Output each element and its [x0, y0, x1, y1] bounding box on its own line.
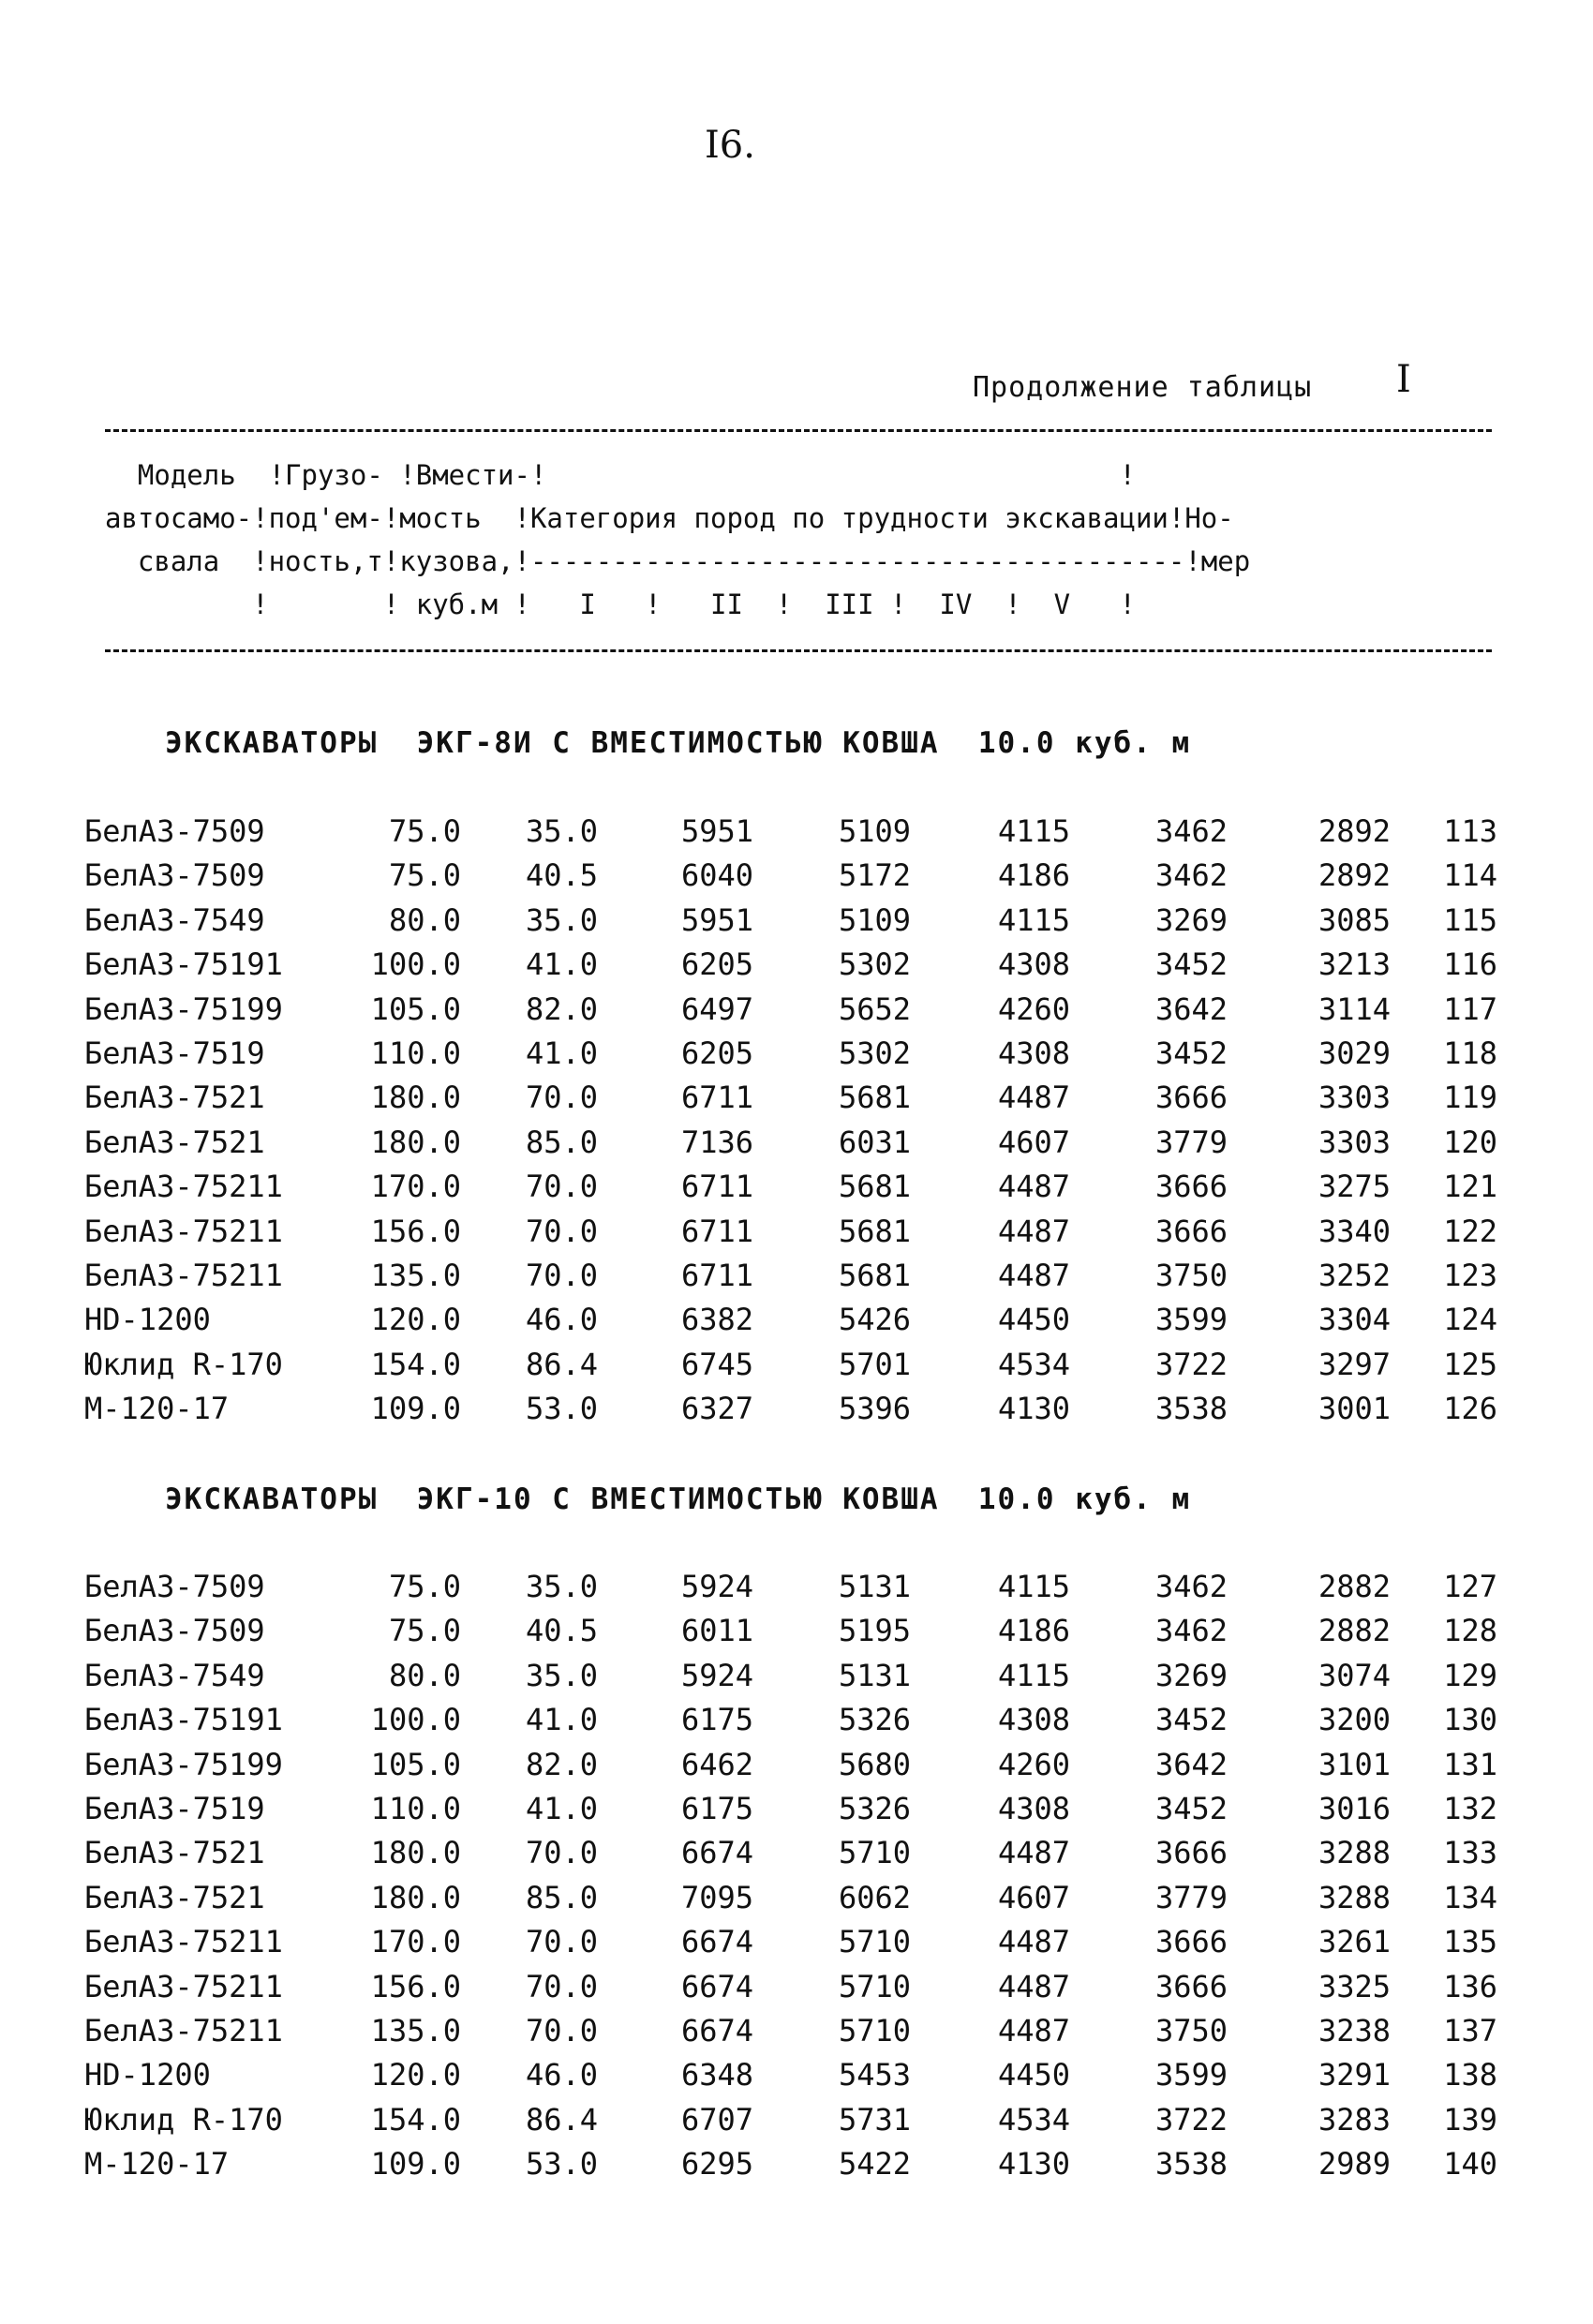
cell-category-i: 6711 — [680, 1213, 753, 1249]
cell-capacity: 170.0 — [370, 1924, 461, 1960]
cell-category-iii: 4260 — [997, 991, 1070, 1027]
cell-category-iv: 3462 — [1154, 1613, 1228, 1649]
cell-category-iv: 3538 — [1154, 1391, 1228, 1427]
table-number: I — [1396, 358, 1411, 401]
cell-category-ii: 5710 — [838, 1835, 911, 1871]
cell-category-ii: 5109 — [838, 813, 911, 849]
cell-body-volume: 86.4 — [525, 2101, 598, 2138]
table-row — [0, 2057, 1593, 2101]
cell-body-volume: 46.0 — [525, 2057, 598, 2093]
cell-category-v: 3101 — [1318, 1746, 1391, 1782]
cell-body-volume: 70.0 — [525, 2013, 598, 2048]
cell-category-iv: 3779 — [1154, 1879, 1228, 1915]
cell-category-ii: 6062 — [838, 1879, 911, 1915]
cell-category-v: 2989 — [1318, 2146, 1391, 2182]
cell-model: БелАЗ-75211 — [84, 1968, 283, 2004]
table-row — [0, 1125, 1593, 1169]
cell-row-number: 135 — [1443, 1924, 1497, 1960]
cell-category-ii: 5396 — [838, 1391, 911, 1427]
cell-category-i: 6711 — [680, 1169, 753, 1205]
cell-model: М-120-17 — [84, 2146, 230, 2182]
cell-body-volume: 70.0 — [525, 1080, 598, 1116]
cell-category-ii: 5710 — [838, 1968, 911, 2004]
cell-capacity: 180.0 — [370, 1080, 461, 1116]
cell-model: БелАЗ-75199 — [84, 991, 283, 1027]
cell-category-iii: 4186 — [997, 1613, 1070, 1649]
cell-model: БелАЗ-75211 — [84, 1924, 283, 1960]
cell-category-iv: 3452 — [1154, 1791, 1228, 1826]
cell-capacity: 105.0 — [370, 1746, 461, 1782]
table-row — [0, 857, 1593, 901]
cell-model: БелАЗ-75211 — [84, 1213, 283, 1249]
cell-model: HD-1200 — [84, 2057, 211, 2093]
table-row — [0, 1347, 1593, 1391]
cell-category-iv: 3666 — [1154, 1924, 1228, 1960]
cell-capacity: 75.0 — [388, 1613, 461, 1649]
cell-capacity: 120.0 — [370, 2057, 461, 2093]
cell-category-v: 3029 — [1318, 1035, 1391, 1071]
cell-capacity: 120.0 — [370, 1302, 461, 1338]
table-row — [0, 1924, 1593, 1968]
cell-category-i: 6674 — [680, 1835, 753, 1871]
cell-category-iv: 3599 — [1154, 1302, 1228, 1338]
cell-category-i: 6707 — [680, 2101, 753, 2138]
cell-capacity: 135.0 — [370, 2013, 461, 2048]
cell-category-iii: 4487 — [997, 1213, 1070, 1249]
cell-category-v: 3261 — [1318, 1924, 1391, 1960]
cell-category-iv: 3666 — [1154, 1968, 1228, 2004]
cell-category-iv: 3462 — [1154, 813, 1228, 849]
cell-capacity: 110.0 — [370, 1035, 461, 1071]
cell-model: БелАЗ-7521 — [84, 1835, 265, 1871]
cell-row-number: 137 — [1443, 2013, 1497, 2048]
cell-category-iv: 3722 — [1154, 2101, 1228, 2138]
cell-category-iii: 4308 — [997, 1035, 1070, 1071]
cell-category-i: 6175 — [680, 1702, 753, 1738]
cell-category-iv: 3666 — [1154, 1213, 1228, 1249]
cell-model: БелАЗ-75211 — [84, 1258, 283, 1293]
cell-body-volume: 85.0 — [525, 1124, 598, 1160]
cell-row-number: 139 — [1443, 2101, 1497, 2138]
cell-category-iv: 3750 — [1154, 1258, 1228, 1293]
cell-category-ii: 5710 — [838, 1924, 911, 1960]
cell-category-v: 3291 — [1318, 2057, 1391, 2093]
cell-category-iii: 4450 — [997, 1302, 1070, 1338]
cell-category-i: 6382 — [680, 1302, 753, 1338]
cell-capacity: 110.0 — [370, 1791, 461, 1826]
cell-category-iii: 4115 — [997, 1569, 1070, 1604]
cell-category-iv: 3666 — [1154, 1169, 1228, 1205]
cell-category-iv: 3538 — [1154, 2146, 1228, 2182]
cell-category-iv: 3269 — [1154, 1657, 1228, 1693]
cell-row-number: 131 — [1443, 1746, 1497, 1782]
cell-row-number: 113 — [1443, 813, 1497, 849]
cell-category-v: 2892 — [1318, 857, 1391, 894]
cell-capacity: 135.0 — [370, 1258, 461, 1293]
cell-category-i: 5951 — [680, 901, 753, 938]
cell-category-i: 5951 — [680, 813, 753, 849]
cell-model: БелАЗ-75191 — [84, 1702, 283, 1738]
cell-category-i: 6674 — [680, 2013, 753, 2048]
cell-category-i: 7095 — [680, 1879, 753, 1915]
cell-model: БелАЗ-7509 — [84, 1569, 265, 1604]
table-row — [0, 2146, 1593, 2190]
cell-category-ii: 6031 — [838, 1124, 911, 1160]
cell-capacity: 105.0 — [370, 991, 461, 1027]
cell-category-v: 3325 — [1318, 1968, 1391, 2004]
cell-category-v: 2892 — [1318, 813, 1391, 849]
cell-model: БелАЗ-7521 — [84, 1124, 265, 1160]
cell-category-i: 6497 — [680, 991, 753, 1027]
cell-category-ii: 5326 — [838, 1791, 911, 1826]
table-row — [0, 2013, 1593, 2057]
cell-category-iii: 4308 — [997, 946, 1070, 983]
cell-row-number: 121 — [1443, 1169, 1497, 1205]
cell-capacity: 180.0 — [370, 1124, 461, 1160]
cell-capacity: 75.0 — [388, 813, 461, 849]
cell-category-iii: 4186 — [997, 857, 1070, 894]
cell-category-i: 6295 — [680, 2146, 753, 2182]
cell-body-volume: 41.0 — [525, 1702, 598, 1738]
cell-category-v: 2882 — [1318, 1569, 1391, 1604]
table-row — [0, 1080, 1593, 1124]
table-header — [105, 459, 1492, 637]
cell-category-iii: 4487 — [997, 2013, 1070, 2048]
cell-body-volume: 70.0 — [525, 1968, 598, 2004]
cell-category-iii: 4607 — [997, 1879, 1070, 1915]
cell-capacity: 180.0 — [370, 1835, 461, 1871]
cell-category-v: 3200 — [1318, 1702, 1391, 1738]
table-row — [0, 1258, 1593, 1302]
cell-body-volume: 46.0 — [525, 1302, 598, 1338]
header-line-1: Модель !Грузо- !Вмести-! ! — [105, 459, 1136, 491]
cell-category-v: 3085 — [1318, 901, 1391, 938]
table-row — [0, 1880, 1593, 1924]
cell-category-v: 3074 — [1318, 1657, 1391, 1693]
table-row — [0, 1169, 1593, 1213]
cell-row-number: 119 — [1443, 1080, 1497, 1116]
cell-category-iii: 4450 — [997, 2057, 1070, 2093]
cell-body-volume: 41.0 — [525, 946, 598, 983]
cell-category-ii: 5701 — [838, 1346, 911, 1382]
cell-category-v: 3303 — [1318, 1080, 1391, 1116]
cell-category-ii: 5453 — [838, 2057, 911, 2093]
cell-category-i: 5924 — [680, 1657, 753, 1693]
cell-category-ii: 5195 — [838, 1613, 911, 1649]
cell-category-v: 3114 — [1318, 991, 1391, 1027]
cell-body-volume: 40.5 — [525, 857, 598, 894]
cell-row-number: 136 — [1443, 1968, 1497, 2004]
cell-body-volume: 82.0 — [525, 1746, 598, 1782]
cell-category-v: 3288 — [1318, 1835, 1391, 1871]
cell-category-i: 6348 — [680, 2057, 753, 2093]
cell-category-v: 3275 — [1318, 1169, 1391, 1205]
cell-category-v: 3238 — [1318, 2013, 1391, 2048]
cell-category-ii: 5131 — [838, 1569, 911, 1604]
cell-body-volume: 86.4 — [525, 1346, 598, 1382]
cell-body-volume: 35.0 — [525, 813, 598, 849]
header-line-2: автосамо-!под'ем-!мость !Категория пород по трудности экскавации!Но- — [105, 502, 1234, 534]
cell-category-ii: 5681 — [838, 1169, 911, 1205]
cell-category-iv: 3750 — [1154, 2013, 1228, 2048]
cell-category-iii: 4487 — [997, 1968, 1070, 2004]
cell-category-iii: 4487 — [997, 1080, 1070, 1116]
cell-model: БелАЗ-7519 — [84, 1791, 265, 1826]
cell-category-iv: 3452 — [1154, 946, 1228, 983]
cell-category-i: 6745 — [680, 1346, 753, 1382]
cell-category-ii: 5302 — [838, 1035, 911, 1071]
cell-category-iii: 4487 — [997, 1258, 1070, 1293]
cell-category-iii: 4130 — [997, 2146, 1070, 2182]
cell-body-volume: 53.0 — [525, 1391, 598, 1427]
header-line-3: свала !ность,т!кузова,!----------------------------------------!мер — [105, 545, 1251, 577]
cell-capacity: 154.0 — [370, 1346, 461, 1382]
cell-model: М-120-17 — [84, 1391, 230, 1427]
cell-category-iv: 3462 — [1154, 857, 1228, 894]
cell-category-ii: 5302 — [838, 946, 911, 983]
cell-body-volume: 41.0 — [525, 1035, 598, 1071]
table-row — [0, 1214, 1593, 1258]
cell-row-number: 129 — [1443, 1657, 1497, 1693]
cell-model: БелАЗ-7509 — [84, 1613, 265, 1649]
cell-model: БелАЗ-75191 — [84, 946, 283, 983]
table-row — [0, 1569, 1593, 1613]
cell-category-iii: 4487 — [997, 1835, 1070, 1871]
cell-category-iii: 4130 — [997, 1391, 1070, 1427]
cell-body-volume: 70.0 — [525, 1835, 598, 1871]
cell-capacity: 170.0 — [370, 1169, 461, 1205]
cell-capacity: 109.0 — [370, 1391, 461, 1427]
cell-capacity: 75.0 — [388, 857, 461, 894]
cell-category-iv: 3452 — [1154, 1035, 1228, 1071]
cell-category-iv: 3666 — [1154, 1080, 1228, 1116]
cell-category-iii: 4487 — [997, 1924, 1070, 1960]
cell-model: БелАЗ-7521 — [84, 1879, 265, 1915]
cell-category-ii: 5109 — [838, 901, 911, 938]
cell-body-volume: 70.0 — [525, 1169, 598, 1205]
cell-category-ii: 5681 — [838, 1258, 911, 1293]
cell-capacity: 156.0 — [370, 1213, 461, 1249]
cell-category-iii: 4115 — [997, 1657, 1070, 1693]
cell-capacity: 100.0 — [370, 946, 461, 983]
cell-category-i: 6674 — [680, 1924, 753, 1960]
section-title-ekg8i: ЭКСКАВАТОРЫ ЭКГ-8И С ВМЕСТИМОСТЬЮ КОВША 10.0 куб. м — [165, 726, 1192, 760]
table-row — [0, 813, 1593, 857]
cell-category-iii: 4308 — [997, 1702, 1070, 1738]
cell-row-number: 132 — [1443, 1791, 1497, 1826]
cell-model: БелАЗ-7549 — [84, 1657, 265, 1693]
cell-category-i: 6205 — [680, 1035, 753, 1071]
cell-category-v: 2882 — [1318, 1613, 1391, 1649]
cell-body-volume: 53.0 — [525, 2146, 598, 2182]
cell-row-number: 123 — [1443, 1258, 1497, 1293]
cell-row-number: 140 — [1443, 2146, 1497, 2182]
cell-category-iii: 4487 — [997, 1169, 1070, 1205]
cell-category-i: 6711 — [680, 1080, 753, 1116]
cell-row-number: 125 — [1443, 1346, 1497, 1382]
table-row — [0, 1391, 1593, 1435]
cell-body-volume: 70.0 — [525, 1258, 598, 1293]
cell-model: БелАЗ-7519 — [84, 1035, 265, 1071]
cell-category-v: 3297 — [1318, 1346, 1391, 1382]
table-continuation-label: Продолжение таблицы — [973, 371, 1313, 404]
cell-model: Юклид R-170 — [84, 2101, 283, 2138]
table-row — [0, 902, 1593, 946]
header-bottom-rule — [105, 649, 1492, 652]
cell-category-v: 3304 — [1318, 1302, 1391, 1338]
cell-model: БелАЗ-7509 — [84, 857, 265, 894]
cell-model: Юклид R-170 — [84, 1346, 283, 1382]
cell-model: БелАЗ-7521 — [84, 1080, 265, 1116]
cell-category-i: 6674 — [680, 1968, 753, 2004]
cell-capacity: 100.0 — [370, 1702, 461, 1738]
cell-category-i: 6711 — [680, 1258, 753, 1293]
cell-row-number: 128 — [1443, 1613, 1497, 1649]
cell-capacity: 80.0 — [388, 1657, 461, 1693]
cell-category-iv: 3269 — [1154, 901, 1228, 938]
cell-body-volume: 41.0 — [525, 1791, 598, 1826]
cell-row-number: 116 — [1443, 946, 1497, 983]
cell-category-iii: 4607 — [997, 1124, 1070, 1160]
cell-body-volume: 35.0 — [525, 1569, 598, 1604]
cell-row-number: 115 — [1443, 901, 1497, 938]
cell-body-volume: 35.0 — [525, 1657, 598, 1693]
cell-category-iii: 4534 — [997, 1346, 1070, 1382]
cell-row-number: 122 — [1443, 1213, 1497, 1249]
cell-row-number: 138 — [1443, 2057, 1497, 2093]
cell-capacity: 180.0 — [370, 1879, 461, 1915]
cell-category-iii: 4115 — [997, 901, 1070, 938]
cell-category-ii: 5681 — [838, 1080, 911, 1116]
cell-category-ii: 5710 — [838, 2013, 911, 2048]
cell-category-i: 7136 — [680, 1124, 753, 1160]
table-row — [0, 2102, 1593, 2146]
cell-category-iv: 3666 — [1154, 1835, 1228, 1871]
table-row — [0, 1613, 1593, 1657]
cell-capacity: 75.0 — [388, 1569, 461, 1604]
cell-model: БелАЗ-7549 — [84, 901, 265, 938]
cell-category-iv: 3722 — [1154, 1346, 1228, 1382]
cell-body-volume: 70.0 — [525, 1924, 598, 1960]
cell-body-volume: 82.0 — [525, 991, 598, 1027]
table-row — [0, 1747, 1593, 1791]
table-row — [0, 1702, 1593, 1746]
cell-category-iv: 3599 — [1154, 2057, 1228, 2093]
cell-model: БелАЗ-75211 — [84, 2013, 283, 2048]
cell-capacity: 154.0 — [370, 2101, 461, 2138]
cell-body-volume: 35.0 — [525, 901, 598, 938]
cell-row-number: 126 — [1443, 1391, 1497, 1427]
cell-category-iv: 3462 — [1154, 1569, 1228, 1604]
cell-category-v: 3213 — [1318, 946, 1391, 983]
cell-row-number: 130 — [1443, 1702, 1497, 1738]
cell-category-ii: 5131 — [838, 1657, 911, 1693]
page-number: I6. — [705, 124, 755, 167]
table-row — [0, 1302, 1593, 1346]
cell-category-i: 6205 — [680, 946, 753, 983]
cell-row-number: 114 — [1443, 857, 1497, 894]
cell-category-ii: 5731 — [838, 2101, 911, 2138]
cell-category-iv: 3642 — [1154, 1746, 1228, 1782]
cell-row-number: 127 — [1443, 1569, 1497, 1604]
header-top-rule — [105, 429, 1492, 432]
table-row — [0, 1035, 1593, 1080]
cell-category-i: 5924 — [680, 1569, 753, 1604]
cell-category-iv: 3642 — [1154, 991, 1228, 1027]
table-row — [0, 1658, 1593, 1702]
cell-body-volume: 70.0 — [525, 1213, 598, 1249]
table-row — [0, 1791, 1593, 1835]
cell-category-ii: 5172 — [838, 857, 911, 894]
cell-category-v: 3283 — [1318, 2101, 1391, 2138]
cell-row-number: 118 — [1443, 1035, 1497, 1071]
cell-category-i: 6011 — [680, 1613, 753, 1649]
cell-capacity: 156.0 — [370, 1968, 461, 2004]
cell-category-ii: 5422 — [838, 2146, 911, 2182]
cell-category-ii: 5326 — [838, 1702, 911, 1738]
cell-category-ii: 5681 — [838, 1213, 911, 1249]
cell-category-i: 6040 — [680, 857, 753, 894]
cell-row-number: 124 — [1443, 1302, 1497, 1338]
cell-row-number: 120 — [1443, 1124, 1497, 1160]
cell-category-iii: 4308 — [997, 1791, 1070, 1826]
cell-model: БелАЗ-7509 — [84, 813, 265, 849]
cell-body-volume: 40.5 — [525, 1613, 598, 1649]
cell-category-i: 6462 — [680, 1746, 753, 1782]
cell-category-v: 3303 — [1318, 1124, 1391, 1160]
cell-category-ii: 5426 — [838, 1302, 911, 1338]
cell-category-iv: 3452 — [1154, 1702, 1228, 1738]
cell-category-v: 3340 — [1318, 1213, 1391, 1249]
cell-category-v: 3001 — [1318, 1391, 1391, 1427]
cell-category-i: 6327 — [680, 1391, 753, 1427]
cell-category-i: 6175 — [680, 1791, 753, 1826]
table-row — [0, 1969, 1593, 2013]
table-row — [0, 991, 1593, 1035]
header-line-4: ! ! куб.м ! I ! II ! III ! IV ! V ! — [105, 588, 1136, 620]
cell-category-iv: 3779 — [1154, 1124, 1228, 1160]
cell-category-ii: 5652 — [838, 991, 911, 1027]
cell-capacity: 109.0 — [370, 2146, 461, 2182]
cell-model: HD-1200 — [84, 1302, 211, 1338]
cell-category-iii: 4260 — [997, 1746, 1070, 1782]
table-row — [0, 946, 1593, 991]
cell-capacity: 80.0 — [388, 901, 461, 938]
cell-model: БелАЗ-75199 — [84, 1746, 283, 1782]
cell-row-number: 117 — [1443, 991, 1497, 1027]
cell-category-ii: 5680 — [838, 1746, 911, 1782]
table-row — [0, 1835, 1593, 1879]
cell-row-number: 133 — [1443, 1835, 1497, 1871]
cell-category-v: 3252 — [1318, 1258, 1391, 1293]
cell-model: БелАЗ-75211 — [84, 1169, 283, 1205]
cell-row-number: 134 — [1443, 1879, 1497, 1915]
cell-category-iii: 4115 — [997, 813, 1070, 849]
cell-category-v: 3016 — [1318, 1791, 1391, 1826]
section-title-ekg10: ЭКСКАВАТОРЫ ЭКГ-10 С ВМЕСТИМОСТЬЮ КОВША 10.0 куб. м — [165, 1482, 1192, 1516]
cell-category-v: 3288 — [1318, 1879, 1391, 1915]
cell-body-volume: 85.0 — [525, 1879, 598, 1915]
cell-category-iii: 4534 — [997, 2101, 1070, 2138]
